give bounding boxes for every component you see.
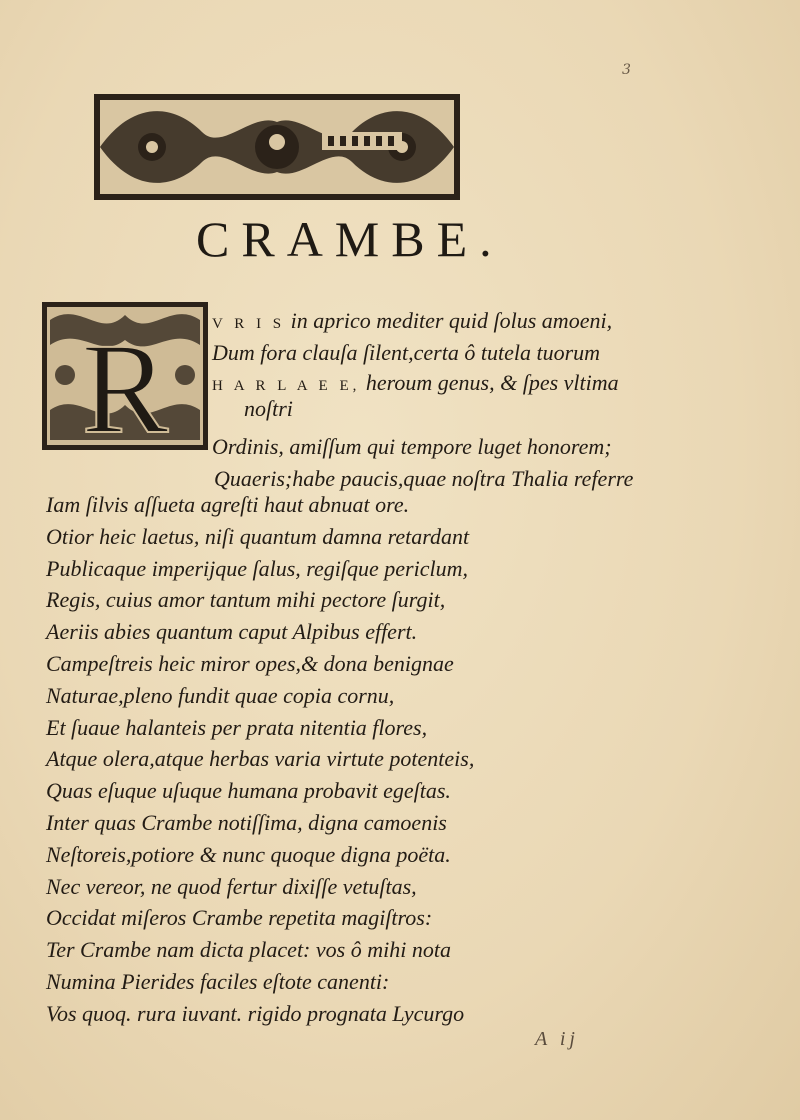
poem-line: Et ſuaue halanteis per prata nitentia flores,: [46, 714, 428, 740]
signature-mark: A ij: [535, 1028, 579, 1050]
poem-line: Quaeris;habe paucis,quae noſtra Thalia referre: [214, 466, 634, 491]
poem-line: Ter Crambe nam dicta placet: vos ô mihi nota: [46, 937, 451, 963]
poem-line: Ordinis, amiſſum qui tempore luget honorem;: [212, 434, 612, 459]
poem-line: Nec vereor, ne quod fertur dixiſſe vetuſtas,: [46, 873, 417, 899]
page-title: CRAMBE.: [196, 211, 504, 267]
poem-line: Occidat miſeros Crambe repetita magiſtros:: [46, 905, 433, 931]
poem-line: H A R L A E E, heroum genus, & ſpes vltima: [212, 370, 619, 395]
poem-line: Neſtoreis,potiore & nunc quoque digna poëta.: [46, 841, 451, 867]
poem-line: V R I S in aprico mediter quid ſolus amoeni,: [212, 308, 613, 333]
poem-line: Naturae,pleno fundit quae copia cornu,: [46, 682, 395, 708]
poem-line: Atque olera,atque herbas varia virtute potenteis,: [46, 746, 475, 772]
ornamental-headpiece: [92, 92, 462, 202]
initial-letter-glyph: R: [81, 317, 169, 452]
poem-line: Campeſtreis heic miror opes,& dona benignae: [46, 651, 454, 676]
poem-line: Inter quas Crambe notiſſima, digna camoenis: [46, 810, 447, 835]
poem-line: Aeriis abies quantum caput Alpibus effert.: [46, 619, 418, 645]
poem-line: Dum fora clauſa ſilent,certa ô tutela tuorum: [212, 340, 601, 365]
poem-line: Numina Pierides faciles eſtote canenti:: [46, 969, 390, 994]
decorated-initial-letter: [40, 300, 210, 452]
poem-line: Iam ſilvis aſſueta agreſti haut abnuat ore.: [46, 492, 410, 517]
page-number: 3: [622, 62, 631, 78]
poem-line: Regis, cuius amor tantum mihi pectore ſurgit,: [46, 587, 446, 613]
poem-line: Publicaque imperijque ſalus, regiſque periclum,: [46, 555, 468, 581]
poem-line: Quas eſuque uſuque humana probavit egeſtas.: [46, 778, 451, 804]
poem-line: Vos quoq. rura iuvant. rigido prognata Lycurgo: [46, 1000, 465, 1026]
poem-line: noſtri: [244, 396, 293, 421]
poem-line: Otior heic laetus, niſi quantum damna retardant: [46, 523, 470, 549]
